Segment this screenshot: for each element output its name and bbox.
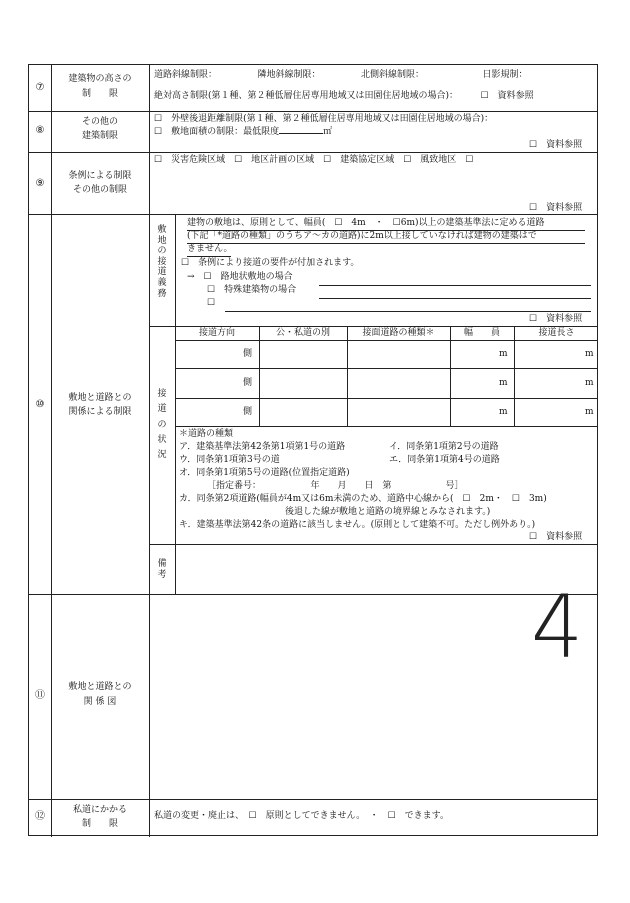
row-8-site-area-unit: ㎡ bbox=[323, 127, 333, 137]
table-row-2-width-unit: m bbox=[499, 378, 508, 388]
row-12-label-line1: 私道にかかる bbox=[72, 805, 127, 815]
obligation-reference-checkbox[interactable]: ☐ 資料参照 bbox=[529, 314, 583, 324]
table-row-1-width-unit: m bbox=[499, 349, 508, 359]
obligation-line-1: 建物の敷地は、原則として、幅員( ☐ 4m ・ ☐6m)以上の建築基準法に定める道路 bbox=[187, 218, 545, 228]
obligation-vertical-label: 敷地の接道義務 bbox=[157, 225, 167, 299]
other-obligation-checkbox[interactable]: ☐ bbox=[207, 298, 216, 308]
row-8-label-line2: 建築制限 bbox=[81, 131, 118, 141]
road-status-vertical-label: 接 道 の 状 況 bbox=[157, 389, 167, 461]
table-row-2-side: 側 bbox=[243, 378, 253, 388]
row-12-number: ⑫ bbox=[35, 811, 45, 822]
obligation-line-2: (下記「*道路の種類」のうちア～カの道路)に2m以上接していなければ建物の建築はで bbox=[187, 231, 537, 241]
road-type-u: ウ．同条第1項第3号の道 bbox=[179, 455, 280, 465]
table-row-3-side: 側 bbox=[243, 407, 253, 417]
road-type-o: オ．同条第1項第5号の道路(位置指定道路) bbox=[179, 468, 350, 478]
road-type-ki: キ．建築基準法第42条の道路に該当しません。(原則として建築不可。ただし例外あり。) bbox=[179, 520, 536, 530]
row-8-number: ⑧ bbox=[35, 125, 45, 136]
row-9-reference-checkbox[interactable]: ☐ 資料参照 bbox=[529, 203, 583, 213]
table-row-2-length-unit: m bbox=[585, 378, 594, 388]
site-road-diagram-area[interactable] bbox=[153, 598, 595, 796]
row-7-label-line2: 制 限 bbox=[81, 89, 118, 99]
row-10-label-line1: 敷地と道路との bbox=[68, 393, 132, 403]
row-9-number: ⑨ bbox=[35, 178, 45, 189]
header-width: 幅 員 bbox=[463, 328, 500, 338]
remarks-vertical-label: 備考 bbox=[157, 559, 167, 580]
road-type-a: ア．建築基準法第42条第1項第1号の道路 bbox=[179, 442, 346, 452]
table-row-1-side: 側 bbox=[243, 349, 253, 359]
row-7-label-line1: 建築物の高さの bbox=[68, 74, 132, 84]
obligation-ordinance-checkbox[interactable]: ☐ 条例により接道の要件が付加されます。 bbox=[181, 258, 360, 268]
special-building-checkbox[interactable]: ☐ 特殊建築物の場合 bbox=[207, 285, 297, 295]
road-type-o-designation: ［指定番号： 年 月 日 第 号］ bbox=[207, 481, 464, 491]
site-area-blank[interactable] bbox=[279, 133, 323, 134]
header-direction: 接道方向 bbox=[198, 328, 235, 338]
row-8-setback-limit: ☐ 外壁後退距離制限(第１種、第２種低層住居専用地域又は田園住居地域の場合)： bbox=[154, 114, 494, 124]
row-8-reference-checkbox[interactable]: ☐ 資料参照 bbox=[529, 140, 583, 150]
table-row-3-width-unit: m bbox=[499, 407, 508, 417]
row-11-label-line1: 敷地と道路との bbox=[68, 682, 132, 692]
obligation-line-3: きません。 bbox=[187, 244, 233, 254]
row-7-height-limits: 道路斜線制限： 隣地斜線制限： 北側斜線制限： 日影規制： bbox=[154, 70, 528, 80]
road-types-title: ＊道路の種類 bbox=[179, 429, 234, 439]
row-11-label-line2: 関 係 図 bbox=[83, 697, 117, 707]
road-type-i: イ．同条第1項第2号の道路 bbox=[389, 442, 499, 452]
road-type-ka: カ．同条第2項道路(幅員が4m又は6m未満のため、道路中心線から( ☐ 2m・ ☐ 3m) bbox=[179, 494, 547, 504]
road-type-e: エ．同条第1項第4号の道路 bbox=[389, 455, 500, 465]
row-10-number: ⑩ bbox=[35, 399, 45, 410]
handwritten-number: 4 bbox=[531, 577, 584, 678]
disclosure-form-table bbox=[28, 64, 598, 836]
header-frontage-length: 接道長さ bbox=[538, 328, 575, 338]
road-status-reference-checkbox[interactable]: ☐ 資料参照 bbox=[529, 532, 583, 542]
row-9-label-line2: その他の制限 bbox=[72, 185, 127, 195]
road-type-ka-note: 後退した線が敷地と道路の境界線とみなされます。) bbox=[285, 507, 491, 517]
row-10-label-line2: 関係による制限 bbox=[68, 407, 132, 417]
row-8-site-area-limit bbox=[154, 127, 332, 138]
table-row-1-length-unit: m bbox=[585, 349, 594, 359]
table-row-3-length-unit: m bbox=[585, 407, 594, 417]
row-11-number: ⑪ bbox=[35, 690, 45, 701]
row-7-number: ⑦ bbox=[35, 82, 45, 93]
header-road-type: 接面道路の種類＊ bbox=[362, 328, 435, 338]
row-8-site-area-label: ☐ 敷地面積の制限：最低限度 bbox=[154, 127, 280, 137]
row-9-label-line1: 条例による制限 bbox=[68, 171, 132, 181]
row-9-districts: ☐ 災害危険区域 ☐ 地区計画の区域 ☐ 建築協定区域 ☐ 風致地区 ☐ bbox=[154, 155, 474, 165]
row-12-label-line2: 制 限 bbox=[81, 819, 118, 829]
flag-lot-checkbox[interactable]: → ☐ 路地状敷地の場合 bbox=[187, 272, 293, 282]
row-7-absolute-height: 絶対高さ制限(第１種、第２種低層住居専用地域又は田園住居地域の場合)： ☐ 資料参照 bbox=[154, 91, 534, 101]
header-public-private: 公・私道の別 bbox=[275, 328, 330, 338]
private-road-restriction: 私道の変更・廃止は、 ☐ 原則としてできません。 ・ ☐ できます。 bbox=[154, 811, 449, 821]
row-8-label-line1: その他の bbox=[81, 117, 118, 127]
